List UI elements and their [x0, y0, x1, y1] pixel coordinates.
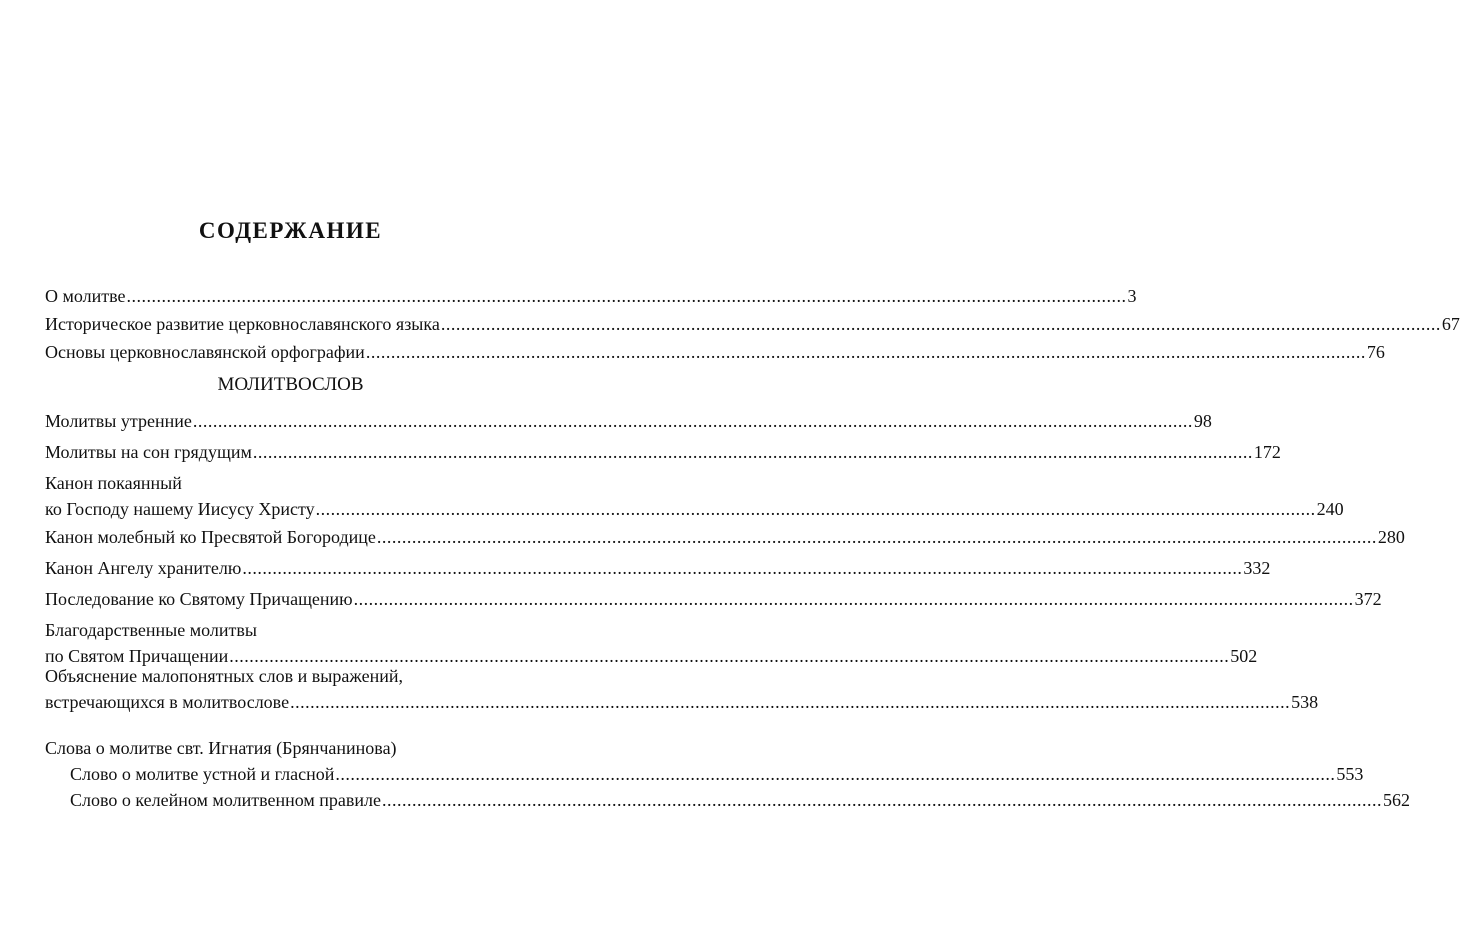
section-title: МОЛИТВОСЛОВ: [217, 374, 364, 395]
entry-title: Молитвы на сон грядущим: [45, 442, 252, 462]
leader-dots: ........................................................................................................................................................................................................: [126, 286, 1127, 306]
toc-entry[interactable]: [45, 586, 1382, 612]
entry-page: 553: [1336, 764, 1364, 784]
toc-entry[interactable]: [45, 311, 1460, 337]
entry-page: 502: [1230, 646, 1258, 666]
entry-page: 172: [1253, 442, 1281, 462]
toc-entry[interactable]: [45, 408, 1212, 434]
entry-page: 76: [1366, 342, 1385, 362]
entry-page: 280: [1377, 527, 1405, 547]
leader-dots: ........................................................................................................................................................................................................: [440, 314, 1441, 334]
toc-entry[interactable]: [45, 339, 1385, 365]
toc-intro: [45, 283, 1460, 365]
entry-title-cont: по Святом Причащении: [45, 646, 229, 666]
toc-entry[interactable]: [45, 283, 1137, 309]
entry-title: О молитве: [45, 286, 126, 306]
group-heading: Слова о молитве свт. Игнатия (Брянчанинова): [45, 738, 397, 758]
entry-page: 98: [1193, 411, 1212, 431]
leader-dots: ........................................................................................................................................................................................................: [353, 589, 1354, 609]
toc-ignatius: [45, 735, 1410, 813]
toc-entry[interactable]: [45, 761, 1364, 787]
entry-title: Слово о молитве устной и гласной: [70, 764, 335, 784]
entry-title-cont: ко Господу нашему Иисусу Христу: [45, 499, 315, 519]
entry-title: Основы церковнославянской орфографии: [45, 342, 365, 362]
entry-page: 538: [1291, 692, 1319, 712]
entry-title: Канон молебный ко Пресвятой Богородице: [45, 527, 376, 547]
entry-page: 562: [1383, 790, 1410, 810]
entry-title: Молитвы утренние: [45, 411, 192, 431]
toc-prayers: [45, 408, 1405, 669]
leader-dots: ........................................................................................................................................................................................................: [335, 764, 1336, 784]
entry-title: Слово о келейном молитвенном правиле: [70, 790, 381, 810]
entry-title: Историческое развитие церковнославянского языка: [45, 314, 440, 334]
toc-entry[interactable]: [45, 663, 1319, 715]
toc-entry[interactable]: [45, 617, 1258, 669]
leader-dots: ........................................................................................................................................................................................................: [252, 442, 1253, 462]
entry-page: 332: [1243, 558, 1271, 578]
leader-dots: ........................................................................................................................................................................................................: [365, 342, 1366, 362]
leader-dots: ........................................................................................................................................................................................................: [229, 646, 1230, 666]
entry-title: Последование ко Святому Причащению: [45, 589, 353, 609]
leader-dots: ........................................................................................................................................................................................................: [315, 499, 1316, 519]
leader-dots: ........................................................................................................................................................................................................: [382, 790, 1382, 810]
leader-dots: ........................................................................................................................................................................................................: [242, 558, 1243, 578]
entry-page: 3: [1127, 286, 1137, 306]
entry-title: Канон Ангелу хранителю: [45, 558, 242, 578]
entry-page: 372: [1354, 589, 1382, 609]
page-title: СОДЕРЖАНИЕ: [198, 218, 383, 243]
entry-page: 240: [1316, 499, 1344, 519]
toc-entry[interactable]: [45, 524, 1405, 550]
toc-entry[interactable]: [45, 787, 1410, 813]
toc-entry[interactable]: [45, 439, 1281, 465]
toc-glossary: [45, 663, 1319, 715]
leader-dots: ........................................................................................................................................................................................................: [376, 527, 1377, 547]
toc-entry[interactable]: [45, 470, 1344, 522]
toc-entry[interactable]: [45, 555, 1271, 581]
leader-dots: ........................................................................................................................................................................................................: [192, 411, 1193, 431]
leader-dots: ........................................................................................................................................................................................................: [290, 692, 1291, 712]
entry-title-cont: встречающихся в молитвослове: [45, 692, 290, 712]
entry-title: Объяснение малопонятных слов и выражений,: [45, 666, 403, 686]
entry-page: 67: [1441, 314, 1460, 334]
entry-title: Канон покаянный: [45, 473, 182, 493]
entry-title: Благодарственные молитвы: [45, 620, 257, 640]
